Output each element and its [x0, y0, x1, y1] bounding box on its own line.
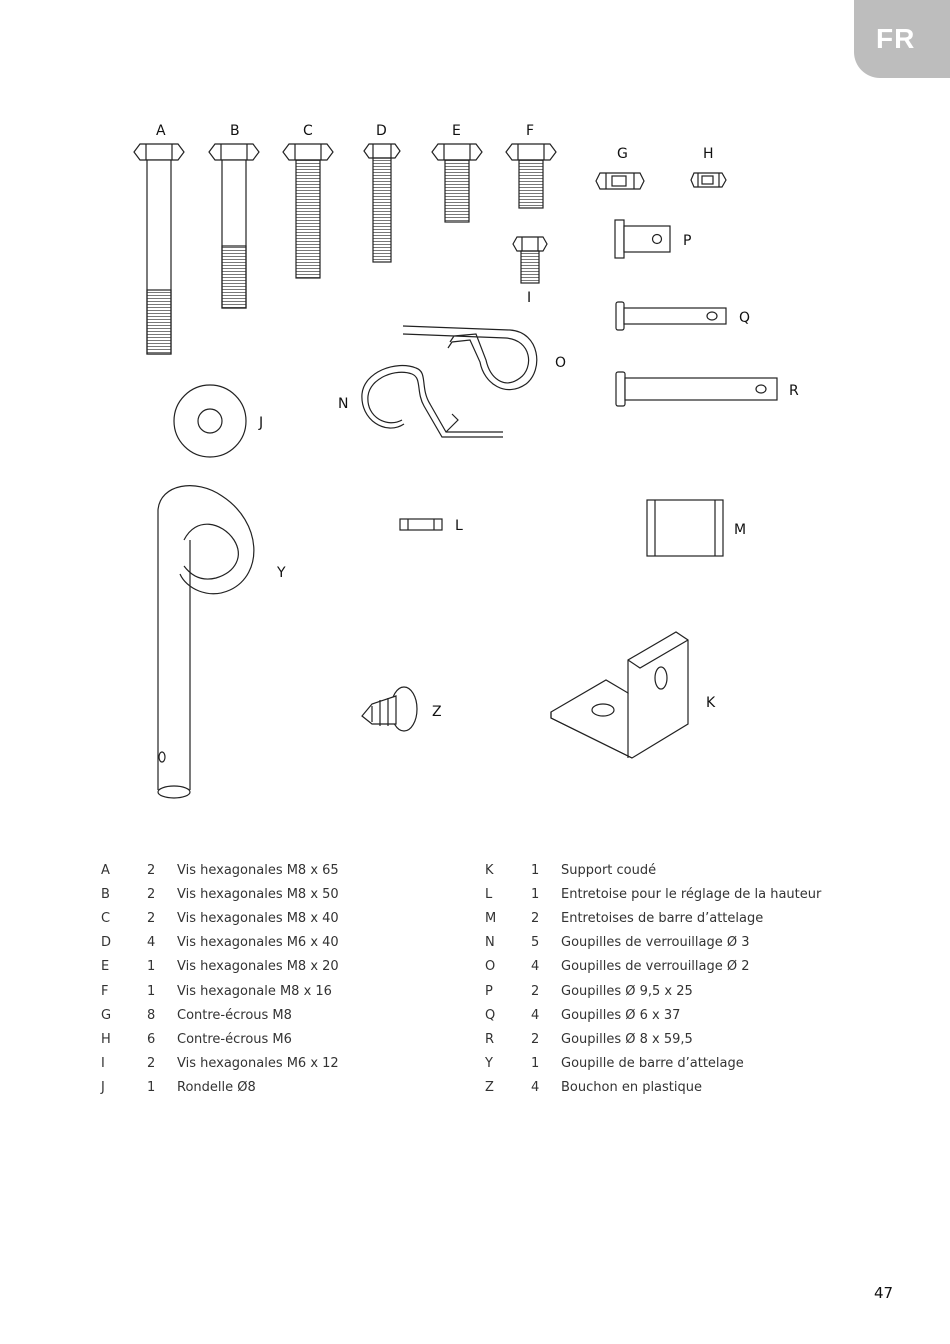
part-letter: I: [101, 1056, 105, 1072]
label-q: Q: [739, 310, 751, 326]
parts-list-right: [485, 858, 821, 1100]
plastic-plug-z-drawing: [362, 687, 417, 731]
part-description: Goupilles Ø 8 x 59,5: [561, 1031, 693, 1047]
part-quantity: 2: [147, 886, 156, 902]
label-d: D: [376, 123, 387, 139]
part-description: Contre-écrous M6: [177, 1031, 292, 1047]
label-y: Y: [277, 565, 286, 581]
part-letter: R: [485, 1031, 495, 1047]
parts-list-left: [101, 858, 339, 1100]
parts-list-row: [485, 882, 821, 906]
part-description: Goupilles de verrouillage Ø 3: [561, 935, 750, 951]
bolt-a-drawing: [134, 144, 184, 354]
part-quantity: 4: [147, 935, 156, 951]
part-letter: C: [101, 910, 111, 926]
page-number: 47: [874, 1284, 894, 1302]
parts-list-row: [101, 931, 339, 955]
part-letter: B: [101, 886, 110, 902]
part-letter: F: [101, 983, 109, 999]
part-description: Vis hexagonale M8 x 16: [177, 983, 332, 999]
parts-list-row: [485, 955, 821, 979]
bolt-b-drawing: [209, 144, 259, 308]
pin-q-drawing: [616, 302, 726, 330]
spacer-m-drawing: [647, 500, 723, 556]
part-letter: Z: [485, 1080, 494, 1096]
parts-list-row: [485, 1027, 821, 1051]
part-quantity: 1: [531, 1056, 540, 1072]
part-quantity: 2: [147, 1056, 156, 1072]
pin-r-drawing: [616, 372, 777, 406]
label-i: I: [527, 290, 532, 306]
parts-list-row: [101, 1003, 339, 1027]
label-n: N: [338, 396, 349, 412]
nut-h-drawing: [691, 173, 726, 187]
part-description: Rondelle Ø8: [177, 1080, 256, 1096]
part-quantity: 8: [147, 1007, 156, 1023]
label-l: L: [455, 518, 463, 534]
parts-list-row: [101, 882, 339, 906]
label-j: J: [259, 415, 264, 431]
parts-list-row: [485, 906, 821, 930]
part-quantity: 2: [531, 983, 540, 999]
bolt-f-drawing: [506, 144, 556, 208]
part-letter: E: [101, 959, 110, 975]
part-quantity: 2: [531, 910, 540, 926]
part-description: Contre-écrous M8: [177, 1007, 292, 1023]
spacer-l-drawing: [400, 519, 442, 530]
label-r: R: [789, 383, 799, 399]
label-a: A: [156, 123, 166, 139]
part-letter: G: [101, 1007, 112, 1023]
label-f: F: [526, 123, 535, 139]
parts-list-row: [101, 955, 339, 979]
part-quantity: 1: [531, 862, 540, 878]
washer-j-drawing: [174, 385, 246, 457]
label-k: K: [706, 695, 716, 711]
nut-g-drawing: [596, 173, 644, 189]
part-description: Goupilles de verrouillage Ø 2: [561, 959, 750, 975]
part-letter: K: [485, 862, 494, 878]
bolt-c-drawing: [283, 144, 333, 278]
part-quantity: 2: [531, 1031, 540, 1047]
part-quantity: 2: [147, 862, 156, 878]
part-letter: N: [485, 935, 495, 951]
part-letter: L: [485, 886, 493, 902]
part-description: Entretoise pour le réglage de la hauteur: [561, 886, 822, 902]
part-quantity: 4: [531, 959, 540, 975]
part-description: Vis hexagonales M6 x 12: [177, 1056, 339, 1072]
part-quantity: 4: [531, 1007, 540, 1023]
parts-list-row: [485, 931, 821, 955]
part-letter: O: [485, 959, 496, 975]
label-z: Z: [432, 704, 442, 720]
bolt-d-drawing: [364, 144, 400, 262]
label-c: C: [303, 123, 313, 139]
parts-list-row: [485, 1003, 821, 1027]
part-quantity: 1: [147, 959, 156, 975]
language-tab-label: FR: [876, 23, 916, 54]
part-letter: D: [101, 935, 112, 951]
part-description: Entretoises de barre d’attelage: [561, 910, 764, 926]
part-description: Goupilles Ø 9,5 x 25: [561, 983, 693, 999]
part-quantity: 2: [147, 910, 156, 926]
part-quantity: 6: [147, 1031, 156, 1047]
part-letter: J: [101, 1080, 105, 1096]
parts-list-row: [101, 979, 339, 1003]
label-o: O: [555, 355, 567, 371]
part-quantity: 1: [147, 1080, 156, 1096]
part-description: Bouchon en plastique: [561, 1080, 702, 1096]
angle-bracket-k-drawing: [551, 632, 688, 758]
parts-list-row: [101, 906, 339, 930]
part-letter: P: [485, 983, 493, 999]
spring-pin-n-drawing: [362, 366, 503, 437]
part-quantity: 1: [531, 886, 540, 902]
part-description: Goupille de barre d’attelage: [561, 1056, 744, 1072]
label-h: H: [703, 146, 714, 162]
part-description: Vis hexagonales M8 x 50: [177, 886, 339, 902]
parts-list-row: [485, 858, 821, 882]
part-description: Vis hexagonales M6 x 40: [177, 935, 339, 951]
part-description: Vis hexagonales M8 x 65: [177, 862, 339, 878]
parts-list-row: [485, 1052, 821, 1076]
parts-list-row: [101, 1027, 339, 1051]
part-letter: M: [485, 910, 497, 926]
part-letter: Q: [485, 1007, 496, 1023]
bolt-i-drawing: [513, 237, 547, 283]
part-letter: Y: [485, 1056, 493, 1072]
parts-list-row: [485, 1076, 821, 1100]
part-quantity: 5: [531, 935, 540, 951]
parts-list-row: [101, 1052, 339, 1076]
part-letter: A: [101, 862, 110, 878]
pin-p-drawing: [615, 220, 670, 258]
part-quantity: 4: [531, 1080, 540, 1096]
label-e: E: [452, 123, 461, 139]
parts-list-row: [101, 1076, 339, 1100]
label-g: G: [617, 146, 628, 162]
parts-list-row: [485, 979, 821, 1003]
part-description: Vis hexagonales M8 x 20: [177, 959, 339, 975]
label-p: P: [683, 233, 692, 249]
part-description: Vis hexagonales M8 x 40: [177, 910, 339, 926]
part-description: Support coudé: [561, 862, 657, 878]
part-letter: H: [101, 1031, 111, 1047]
label-b: B: [230, 123, 240, 139]
label-m: M: [734, 522, 747, 538]
part-quantity: 1: [147, 983, 156, 999]
part-description: Goupilles Ø 6 x 37: [561, 1007, 681, 1023]
parts-list-row: [101, 858, 339, 882]
hitch-pin-y-drawing: [158, 486, 254, 798]
bolt-e-drawing: [432, 144, 482, 222]
